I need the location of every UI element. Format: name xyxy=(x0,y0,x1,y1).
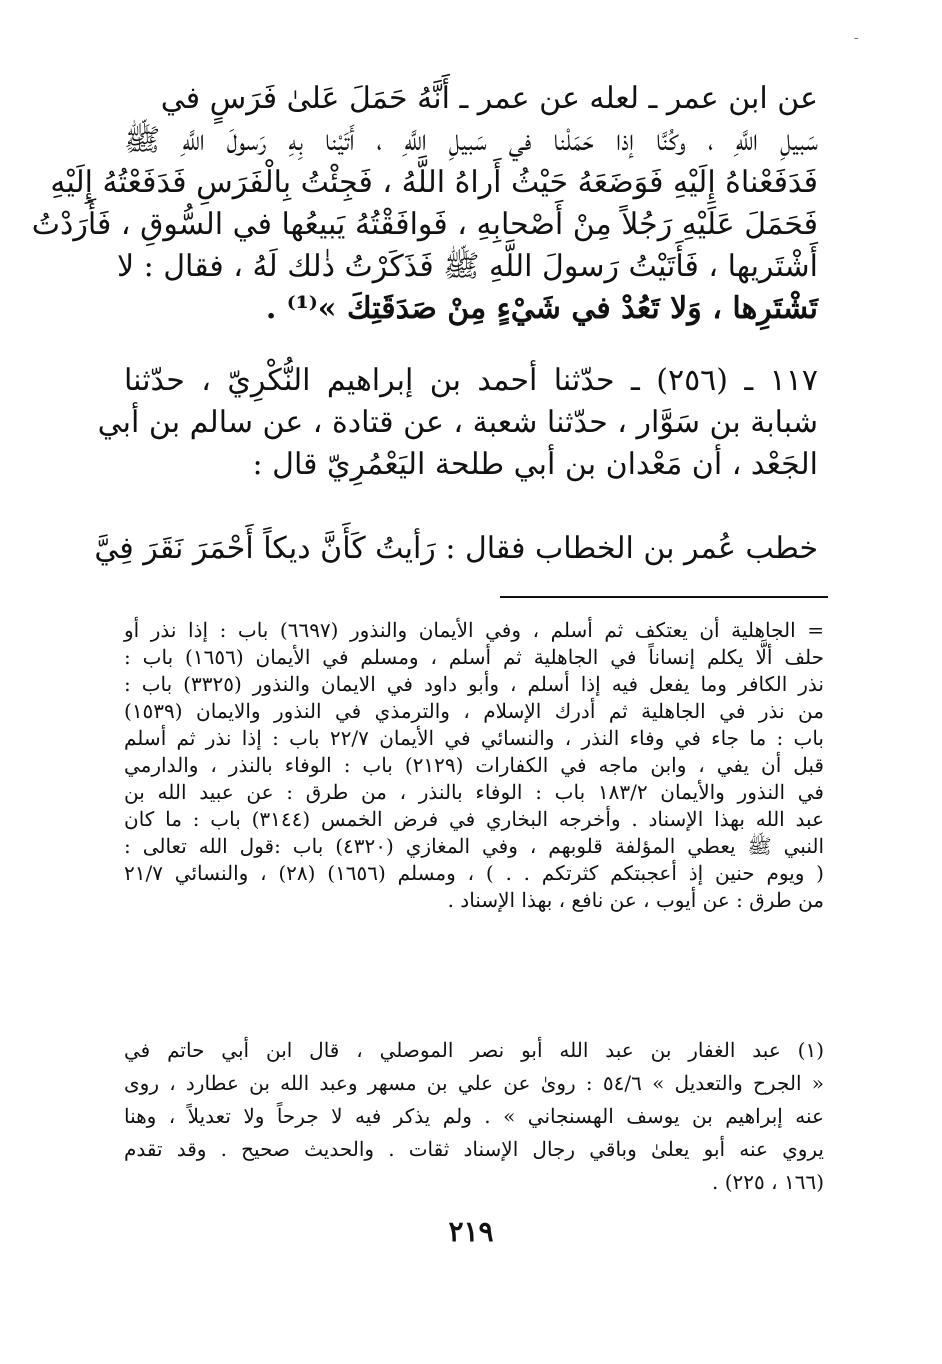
body-line-10: خطب عُمر بن الخطاب فقال : رَأيتُ كَأَنَّ ديكاً أَحْمَرَ نَقَرَ فِيَّ xyxy=(94,531,818,566)
body-line-4: فَحَمَلَ عَلَيْهِ رَجُلاً مِنْ أَصْحابِهِ ، فَوافَقْتُهُ يَبيعُها في السُّوقِ ، فَأَرَدْتُ xyxy=(31,207,818,242)
footnote-separator xyxy=(500,596,828,598)
footnote-line: من نذر في الجاهلية ثم أدرك الإسلام ، والترمذي في النذور والايمان (١٥٣٩) xyxy=(124,699,824,723)
body-line-5: أَشْتَريها ، فَأَتَيْتُ رَسولَ اللَّهِ ﷺ فَذَكَرْتُ ذٰلك لَهُ ، فقال : لا xyxy=(116,249,818,284)
footnote-line: = الجاهلية أن يعتكف ثم أسلم ، وفي الأيمان والنذور (٦٦٩٧) باب : إذا نذر أو xyxy=(124,618,824,642)
body-line-1: عن ابن عمر ـ لعله عن عمر ـ أَنَّهُ حَمَلَ عَلىٰ فَرَسٍ في xyxy=(160,81,818,116)
body-line-6: تَشْتَرِها ، وَلا تَعُدْ في شَيْءٍ مِنْ صَدَقَتِكَ »⁽¹⁾ . xyxy=(265,291,818,326)
hadith-heading-line: ١١٧ ـ (٢٥٦) ـ حدّثنا أحمد بن إبراهيم النُّكْرِيّ ، حدّثنا xyxy=(124,363,818,398)
footnote-line: من طرق : عن أيوب ، عن نافع ، بهذا الإسناد . xyxy=(447,888,824,912)
footnote-line: نذر الكافر وما يفعل فيه إذا أسلم ، وأبو داود في الايمان والنذور (٣٣٢٥) باب : xyxy=(124,672,824,696)
page-number: ٢١٩ xyxy=(448,1215,494,1248)
scan-mark: ـ xyxy=(854,28,858,42)
footnote-1-line: (١٦٦ ، ٢٢٥) . xyxy=(712,1170,824,1194)
footnote-1-line: يروي عنه أبو يعلىٰ وباقي رجال الإسناد ثقات . والحديث صحيح . وقد تقدم xyxy=(124,1137,824,1161)
footnote-line: حلف ألَّا يكلم إنساناً في الجاهلية ثم أسلم ، ومسلم في الأيمان (١٦٥٦) باب : xyxy=(124,645,825,669)
body-line-8: شبابة بن سَوَّار ، حدّثنا شعبة ، عن قتادة ، عن سالم بن أبي xyxy=(97,405,818,440)
footnote-line: باب : ما جاء في وفاء النذر ، والنسائي في الأيمان ٢٢/٧ باب : إذا نذر ثم أسلم xyxy=(124,726,824,750)
body-line-3: فَدَفَعْناهُ إِلَيْهِ فَوَضَعَهُ حَيْثُ أَراهُ اللَّهُ ، فَجِئْتُ بِالْفَرَسِ فَدَفَعْتُهُ إِلَيْهِ xyxy=(50,165,818,200)
footnote-line: عبد الله بهذا الإسناد . وأخرجه البخاري في فرض الخمس (٣١٤٤) باب : ما كان xyxy=(124,807,824,831)
footnote-line: ( ويوم حنين إذ أعجبتكم كثرتكم . . ) ، ومسلم (١٦٥٦) (٢٨) ، والنسائي ٢١/٧ xyxy=(124,861,824,885)
footnote-line: النبي ﷺ يعطي المؤلفة قلوبهم ، وفي المغازي (٤٣٢٠) باب :قول الله تعالى : xyxy=(124,834,825,858)
body-line-2: سَبيلِ اللَّهِ ، وكُنَّا إذا حَمَلْنا في سَبيلِ اللَّهِ ، أَتَيْنا بِهِ رَسولَ اللَّهِ ﷺ xyxy=(124,123,818,158)
footnote-1-line: (١) عبد الغفار بن عبد الله أبو نصر الموصلي ، قال ابن أبي حاتم في xyxy=(124,1038,824,1062)
body-line-9: الجَعْد ، أن مَعْدان بن أبي طلحة اليَعْمُرِيّ قال : xyxy=(252,447,818,482)
footnote-line: قبل أن يفي ، وابن ماجه في الكفارات (٢١٢٩) باب : الوفاء بالنذر ، والدارمي xyxy=(124,753,824,777)
footnote-1-line: « الجرح والتعديل » ٥٤/٦ : روىٰ عن علي بن مسهر وعبد الله بن عطارد ، روى xyxy=(124,1071,824,1095)
footnote-line: في النذور والأيمان ١٨٣/٢ باب : الوفاء بالنذر ، من طرق : عن عبيد الله بن xyxy=(124,780,824,804)
footnote-1-line: عنه إبراهيم بن يوسف الهسنجاني » . ولم يذكر فيه لا جرحاً ولا تعديلاً ، وهنا xyxy=(124,1104,824,1128)
